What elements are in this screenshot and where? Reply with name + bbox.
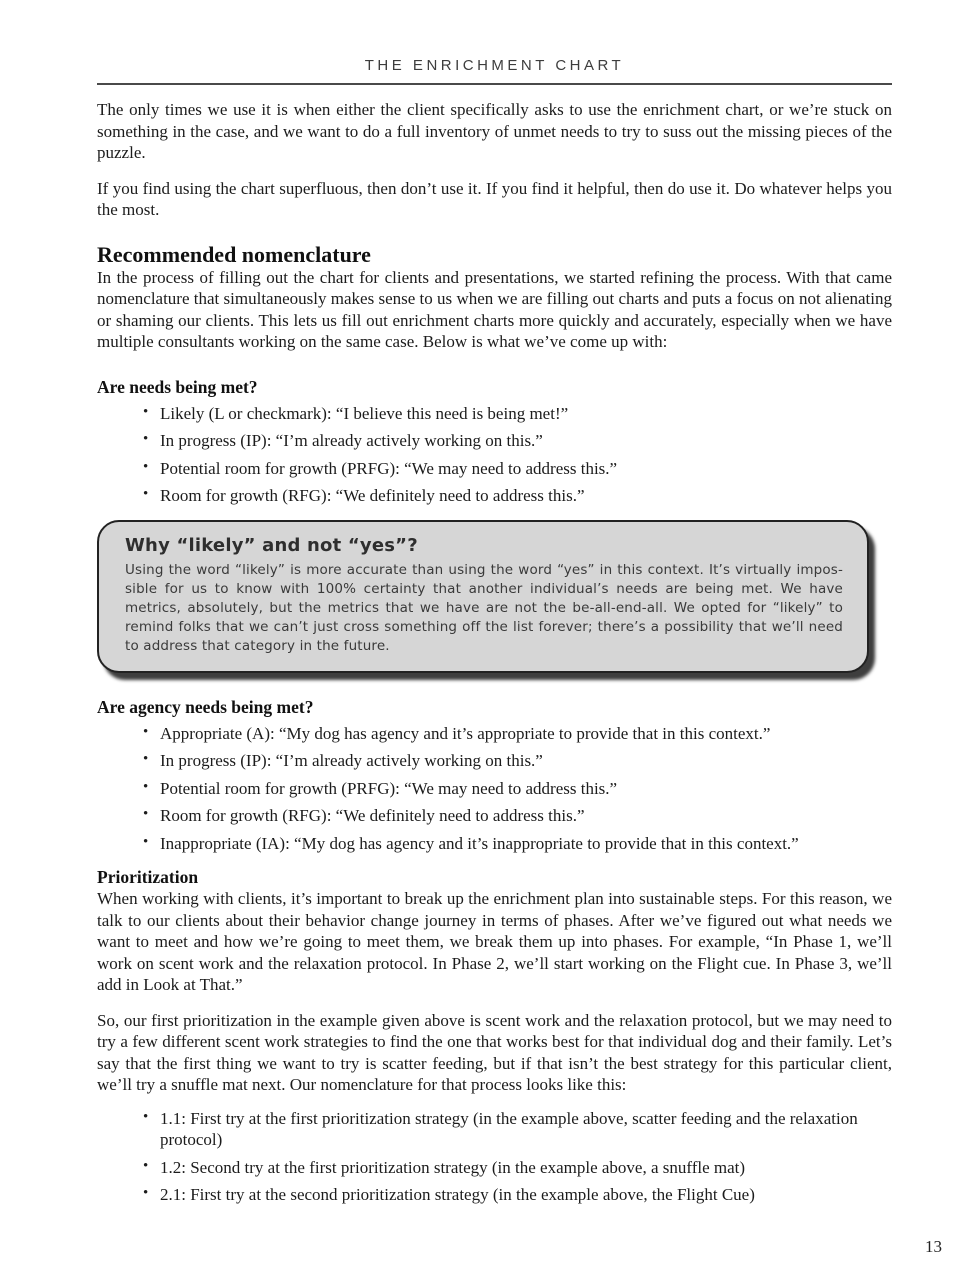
list-item: • In progress (IP): “I’m already actively working on this.” xyxy=(143,430,892,452)
prioritization-list xyxy=(97,1108,892,1206)
callout-box-why-likely xyxy=(97,520,869,673)
list-item: • Likely (L or checkmark): “I believe this need is being met!” xyxy=(143,403,892,425)
callout-line: sible for us to know with 100% certainty that another individual’s needs are being met. We have xyxy=(125,580,843,597)
callout-line: remind folks that we can’t just cross something off the list forever; there’s a possibility that we’ll need xyxy=(125,619,843,636)
intro-paragraph-1: The only times we use it is when either the client specifically asks to use the enrichment chart, or we’re stuck on something in the case, and we want to do a full inventory of unmet needs to try to suss out the missing pieces of the puzzle. xyxy=(97,100,892,162)
list-item: • In progress (IP): “I’m already actively working on this.” xyxy=(143,750,892,772)
prioritization-paragraph-2: So, our first prioritization in the example given above is scent work and the relaxation protocol, but we may need to try a few different scent work strategies to find the one that works best for that individual dog and their family. Let’s say that the first thing we want to try is scatter feeding, but if that isn’t the best strategy for this particular client, we’ll try a snuffle mat next. Our nomenclature for that process looks like this: xyxy=(97,1010,892,1095)
callout-line: Using the word “likely” is more accurate than using the word “yes” in this context. It’s virtually impos- xyxy=(125,561,843,578)
list-item: • Room for growth (RFG): “We definitely need to address this.” xyxy=(143,485,892,507)
subheading-are-agency-needs-being-met: Are agency needs being met? xyxy=(97,696,314,717)
running-head: THE ENRICHMENT CHART xyxy=(364,57,625,74)
agency-list xyxy=(97,723,892,855)
subheading-prioritization: Prioritization xyxy=(97,867,199,888)
subheading-are-needs-being-met: Are needs being met? xyxy=(97,376,258,397)
callout-title: Why “likely” and not “yes”? xyxy=(125,534,418,556)
list-item: • Appropriate (A): “My dog has agency and it’s appropriate to provide that in this context.” xyxy=(143,723,892,745)
list-item: • 1.2: Second try at the first prioritization strategy (in the example above, a snuffle mat) xyxy=(143,1157,892,1179)
list-item: • 2.1: First try at the second prioritization strategy (in the example above, the Flight Cue) xyxy=(143,1184,892,1206)
header-rule xyxy=(97,83,892,85)
page-number: 13 xyxy=(925,1237,942,1256)
list-item: • Inappropriate (IA): “My dog has agency and it’s inappropriate to provide that in this context.” xyxy=(143,833,892,855)
prioritization-paragraph-1: When working with clients, it’s important to break up the enrichment plan into sustainable steps. For this reason, we talk to our clients about their behavior change journey in terms of phases. After we’ve figured out what needs we want to meet and how we’re going to meet them, we break them up into phases. For example, “In Phase 1, we’ll work on scent work and the relaxation protocol. In Phase 2, we’ll start working on the Flight cue. In Phase 3, we’ll add in Look at That.” xyxy=(97,889,892,995)
section-heading-recommended-nomenclature: Recommended nomenclature xyxy=(97,241,371,267)
list-item: • Room for growth (RFG): “We definitely need to address this.” xyxy=(143,805,892,827)
list-item: • Potential room for growth (PRFG): “We may need to address this.” xyxy=(143,778,892,800)
callout-line: to address that category in the future. xyxy=(125,638,390,655)
needs-list xyxy=(97,403,892,507)
nomenclature-paragraph: In the process of filling out the chart for clients and presentations, we started refining the process. With that came nomenclature that simultaneously makes sense to us when we are filling out charts and puts a focus on not alienating or shaming our clients. This lets us fill out enrichment charts more quickly and accurately, especially when we have multiple consultants working on the same case. Below is what we’ve come up with: xyxy=(97,267,892,351)
list-item: • Potential room for growth (PRFG): “We may need to address this.” xyxy=(143,458,892,480)
intro-paragraph-2: If you find using the chart superfluous, then don’t use it. If you find it helpful, then do use it. Do whatever helps you the most. xyxy=(97,178,892,219)
callout-line: metrics, absolutely, but the metrics that we have are not the be-all-end-all. We opted for “likely” to xyxy=(125,599,843,616)
page-content xyxy=(97,0,892,1212)
list-item: • 1.1: First try at the first prioritization strategy (in the example above, scatter feeding and the relaxation protocol) xyxy=(143,1108,892,1151)
